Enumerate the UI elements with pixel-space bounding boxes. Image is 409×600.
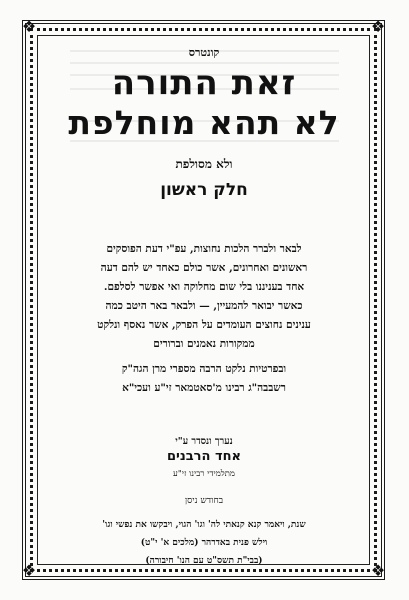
corner-ornament-icon: ❖ xyxy=(21,17,37,36)
description-line: אחד בעניננו בלי שום מחלוקה ואי אפשר לסלפם. xyxy=(103,281,305,293)
corner-ornament-icon: ❖ xyxy=(370,561,386,580)
description-line: כאשר יבואר להמעיין, — ולבאר באר היטב כמה xyxy=(105,300,303,312)
subtitle: ולא מסולפת xyxy=(175,157,233,171)
title-page-content xyxy=(46,36,362,570)
author-name: אחד הרבנים xyxy=(166,449,242,464)
author-affiliation: מתלמידי רבינו זי"ע xyxy=(173,469,235,479)
corner-ornament-icon: ❖ xyxy=(370,17,386,36)
main-title-line-1: זאת התורה xyxy=(111,63,297,103)
publication-year-block xyxy=(46,516,362,570)
description-line: רשבבה"ג רבינו מ'סאטמאר זי"ע ועכי"א xyxy=(122,382,286,394)
booklet-label: קונטרס xyxy=(188,46,220,59)
arranged-by-label: נערך ונסדר ע"י xyxy=(175,436,233,447)
description-block xyxy=(52,240,356,398)
description-line: ענינים נחוצים העומדים על הפרק, אשר נאסף ונלקט xyxy=(97,319,311,331)
publication-month: בחודש ניסן xyxy=(184,496,224,506)
description-line: ראשונים ואחרונים, אשר כולם כאחד יש להם דעה xyxy=(100,262,308,274)
description-line: ממקורות נאמנים וברורים xyxy=(153,338,255,350)
publication-line: שנת, ויאמר קנא קנאתי לה' וגו' הגוי, ויבקשו את נפשי וגו' xyxy=(102,520,306,530)
main-title-line-2: לא תהא מוחלפת xyxy=(68,103,340,142)
part-label: חלק ראשון xyxy=(160,180,248,200)
publication-line: (בבי"ת תשס"ט עם הנו' חיבורה) xyxy=(145,556,263,566)
corner-ornament-icon: ❖ xyxy=(21,561,37,580)
description-line: ובפרטיות נלקט הרבה מספרי מרן הגה"ק xyxy=(121,363,287,375)
publication-line: וילש פנית באדרהר (מלכים א' י"ט) xyxy=(140,538,268,548)
description-line: לבאר ולברר הלכות נחוצות, עפ"י דעת הפוסקים xyxy=(106,243,302,255)
